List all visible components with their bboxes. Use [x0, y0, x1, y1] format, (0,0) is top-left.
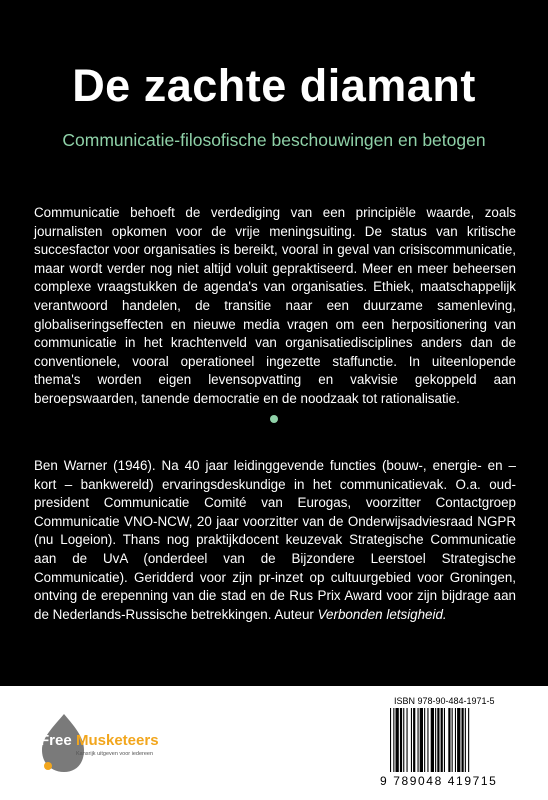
isbn-block — [380, 696, 530, 792]
author-book-title: Verbonden letsigheid. — [317, 606, 447, 622]
publisher-tagline: Kansrijk uitgeven voor iedereen — [76, 751, 154, 757]
barcode-bar — [444, 708, 445, 772]
barcode-bar — [465, 708, 466, 772]
barcode-bar — [407, 708, 408, 772]
barcode-bar — [452, 708, 453, 772]
author-bio — [34, 457, 516, 624]
barcode-bar — [457, 708, 460, 772]
barcode-bar — [441, 708, 443, 772]
publisher-logo — [34, 708, 174, 778]
barcode-bar — [413, 708, 415, 772]
book-subtitle: Communicatie-filosofische beschouwingen en betogen — [62, 130, 486, 150]
isbn-digits: 9 789048 419715 — [380, 774, 498, 788]
barcode-bar — [455, 708, 456, 772]
separator-dot — [270, 415, 278, 423]
publisher-name-musketeers: Musketeers — [76, 732, 159, 749]
barcode-bar — [448, 708, 450, 772]
barcode-bar — [427, 708, 428, 772]
barcode-bar — [411, 708, 412, 772]
barcode-bar — [390, 708, 391, 772]
barcode-bar — [403, 708, 404, 772]
book-title: De zachte diamant — [72, 60, 476, 111]
barcode-bar — [393, 708, 394, 772]
barcode-bar — [424, 708, 425, 772]
barcode-bar — [420, 708, 423, 772]
barcode-bar — [418, 708, 419, 772]
isbn-label: ISBN 978-90-484-1971-5 — [394, 696, 495, 706]
barcode-bar — [462, 708, 464, 772]
barcode-icon — [380, 708, 530, 774]
publisher-name-free: Free — [40, 732, 72, 749]
barcode-bar — [437, 708, 439, 772]
barcode-bar — [396, 708, 399, 772]
back-cover-footer — [0, 686, 548, 800]
blurb-paragraph: Communicatie behoeft de verdediging van een principiële waarde, zoals journalisten opkomen voor de vrije meningsuiting. De status van kritische succesfactor voor organisaties is bereikt, vooral in geval van crisiscommunicatie, maar wordt verder nog niet altijd voluit gepraktiseerd. Meer en meer beheersen complexe vraagstukken de agenda's van organisaties. Ethiek, maatschappelijk verantwoord handelen, de transitie naar een duurzame samenleving, globaliseringseffecten en nieuwe media vragen om een herpositionering van communicatie in het krachtenveld van organisatiedisciplines anders dan de conventionele, vooral operationeel ingezette staffunctie. In uiteenlopende thema's worden eigen levensopvatting en vakvisie gekoppeld aan beroepswaarden, tanende democratie en de noodzaak tot rationalisatie. — [34, 205, 516, 406]
barcode-bar — [431, 708, 434, 772]
barcode-bar — [468, 708, 469, 772]
barcode-bar — [435, 708, 436, 772]
author-bio-text: Ben Warner (1946). Na 40 jaar leidinggevende functies (bouw-, energie- en – kort – bankwereld) ervaringsdeskundige in het communicatievak. O.a. oud-president Communicatie Comité van Eurogas, voorzitter Contactgroep Communicatie VNO-NCW, 20 jaar voorzitter van de Onderwijsadviesraad NGPR (nu Logeion). Thans nog praktijkdocent keuzevak Strategische Communicatie aan de UvA (onderdeel van de Bijzondere Leerstoel Strategische Communicatie). Geridderd voor zijn pr-inzet op cultuurgebied voor Groningen, ontving de erepenning van die stad en de Rus Prix Award voor zijn bijdrage aan de Nederlands-Russische betrekkingen. Auteur — [34, 458, 516, 622]
barcode-bar — [400, 708, 402, 772]
